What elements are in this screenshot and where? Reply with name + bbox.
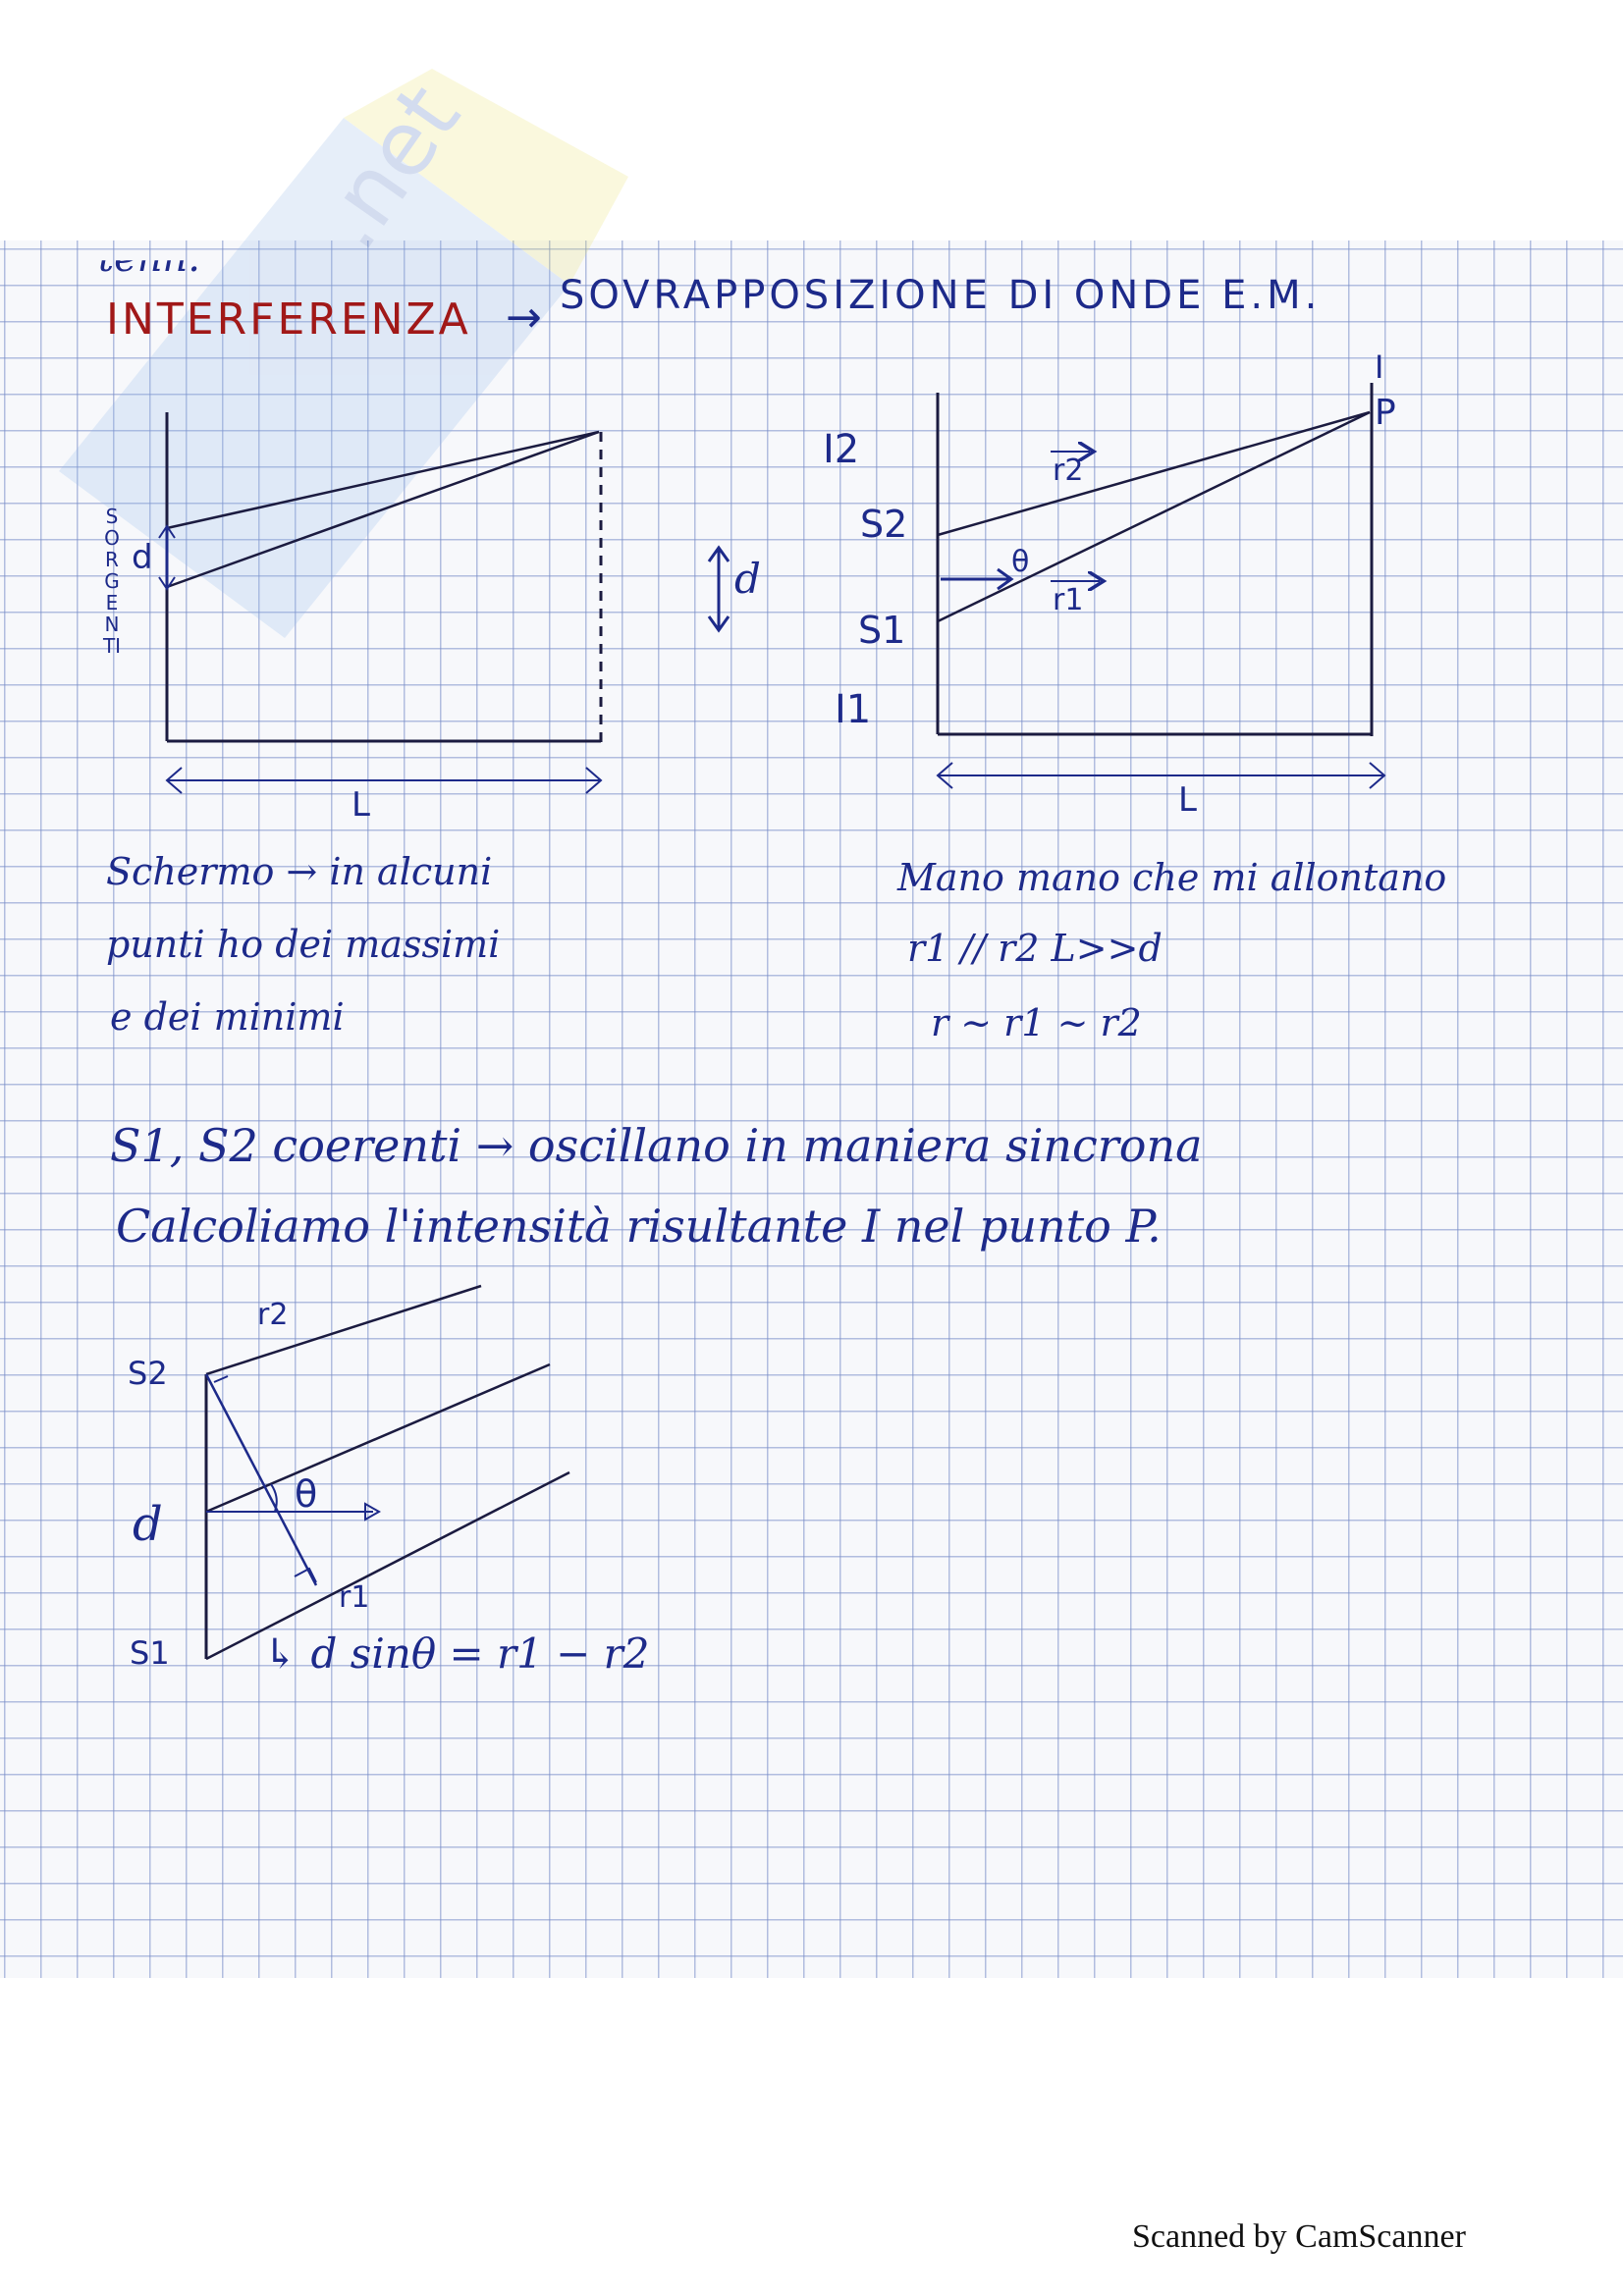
- heading-term: INTERFERENZA: [106, 294, 471, 345]
- middle-d-label: d: [734, 555, 761, 603]
- bottom-theta-label: θ: [295, 1472, 318, 1516]
- left-length-label: L: [352, 785, 370, 825]
- bottom-S1-label: S1: [130, 1634, 170, 1672]
- left-d-label: d: [132, 538, 153, 577]
- notes-left-line-2: punti ho dei massimi: [106, 923, 501, 966]
- bottom-r2-label: r2: [257, 1298, 289, 1332]
- heading-arrow: →: [506, 293, 546, 343]
- bottom-S2-label: S2: [128, 1355, 168, 1392]
- right-I2-label: I2: [823, 427, 860, 472]
- notes-right-line-2: r1 // r2 L>>d: [907, 927, 1163, 970]
- notes-left-line-1: Schermo → in alcuni: [106, 850, 493, 893]
- diagram-left: [159, 412, 601, 793]
- bottom-r1-label: r1: [339, 1580, 370, 1615]
- notes-right-line-3: r ~ r1 ~ r2: [931, 1001, 1142, 1044]
- diagram-right: [938, 383, 1384, 788]
- right-theta-label: θ: [1011, 545, 1030, 579]
- paragraph-line-1: S1, S2 coerenti → oscillano in maniera sincrona: [110, 1119, 1203, 1172]
- right-S1-label: S1: [858, 609, 906, 652]
- middle-d-arrow: [709, 548, 729, 630]
- right-length-label: L: [1178, 780, 1197, 820]
- notes-left-line-3: e dei minimi: [110, 995, 345, 1039]
- diagram-bottom: [206, 1286, 569, 1659]
- heading-definition: SOVRAPPOSIZIONE DI ONDE E.M.: [560, 273, 1322, 318]
- paragraph-line-2: Calcoliamo l'intensità risultante I nel punto P.: [116, 1200, 1162, 1253]
- left-sources-label: SORGENTI: [102, 505, 122, 658]
- right-I1-label: I1: [835, 687, 872, 732]
- bottom-formula: ↳ d sinθ = r1 − r2: [263, 1629, 650, 1678]
- right-P-label: P: [1375, 393, 1396, 433]
- right-r1-label: r1: [1053, 583, 1084, 617]
- right-I-top-label: I: [1375, 348, 1384, 386]
- right-r2-label: r2: [1053, 454, 1084, 488]
- svg-text:.net: .net: [297, 66, 481, 268]
- scanner-footer: Scanned by CamScanner: [1132, 2218, 1466, 2255]
- bottom-d-label: d: [133, 1497, 163, 1552]
- notes-right-line-1: Mano mano che mi allontano: [897, 856, 1447, 899]
- right-S2-label: S2: [860, 503, 908, 546]
